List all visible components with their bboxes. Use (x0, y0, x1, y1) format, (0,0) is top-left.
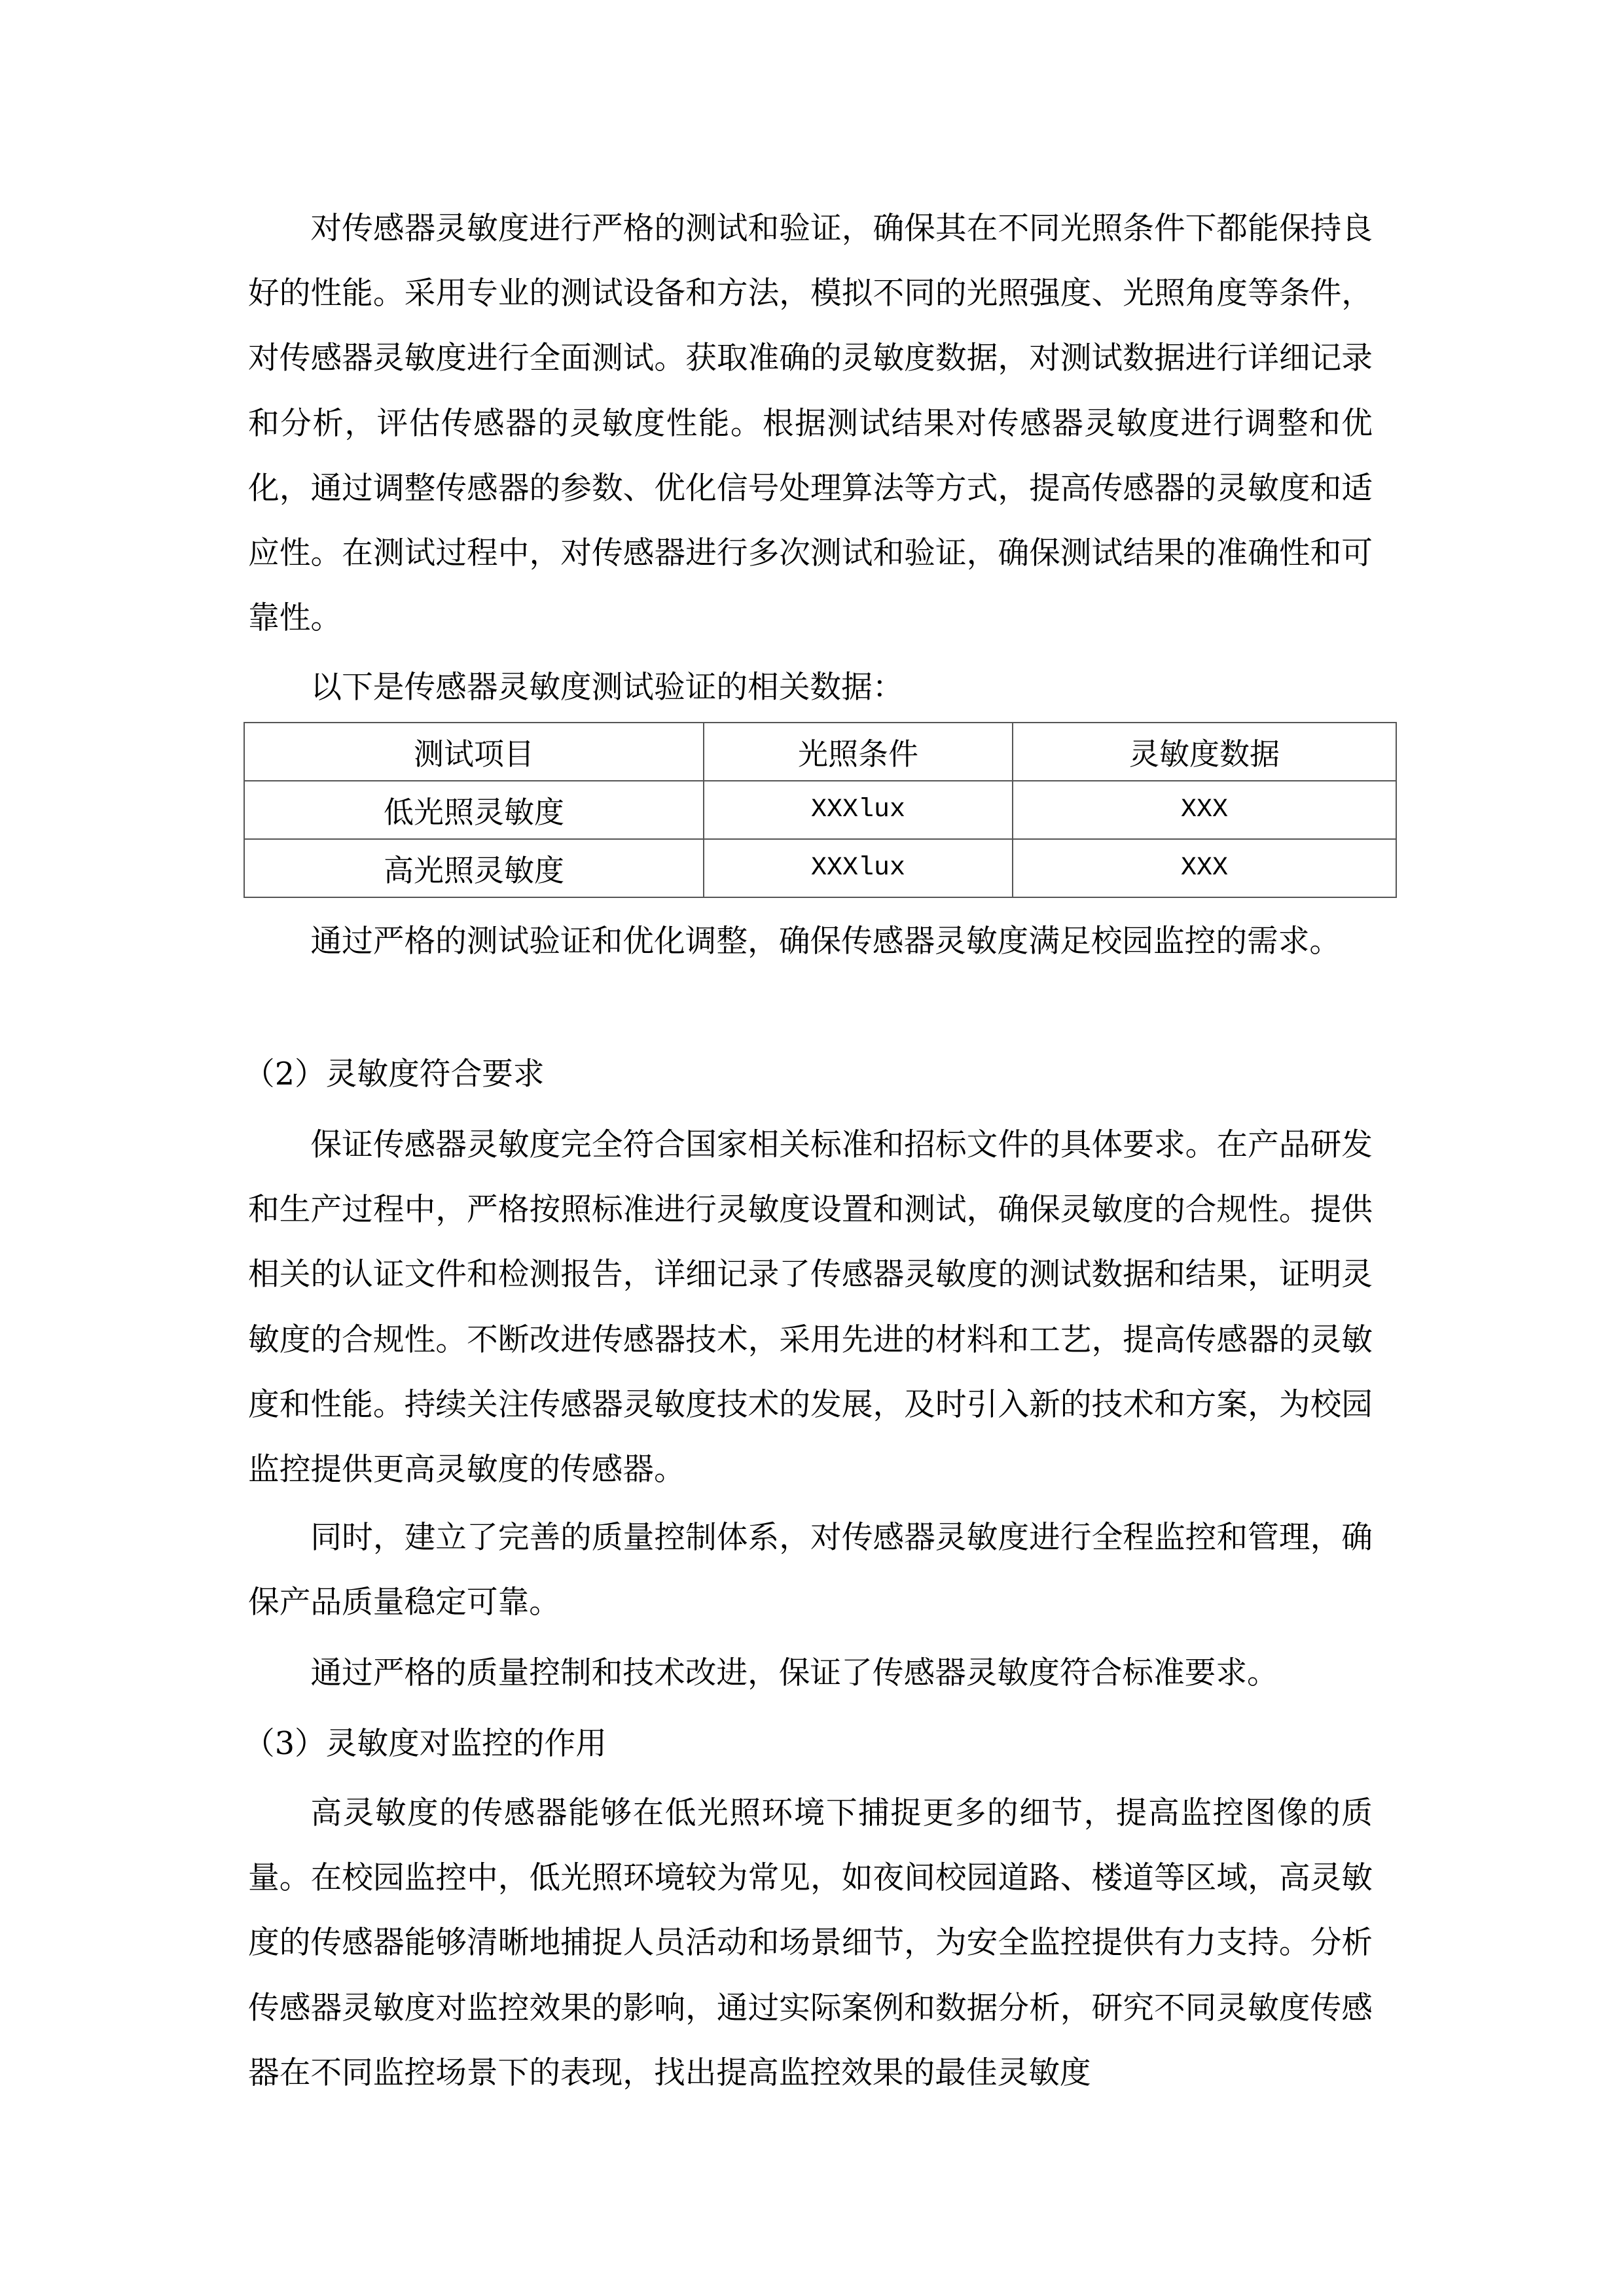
table-row (244, 839, 1396, 897)
table-cell: XXX (1013, 839, 1396, 897)
header-cell: 测试项目 (244, 723, 704, 781)
table-header-row (244, 723, 1396, 781)
paragraph-compliance: 保证传感器灵敏度完全符合国家相关标准和招标文件的具体要求。在产品研发和生产过程中，严格按照标准进行灵敏度设置和测试，确保灵敏度的合规性。提供相关的认证文件和检测报告，详细记录了传感器灵敏度的测试数据和结果，证明灵敏度的合规性。不断改进传感器技术，采用先进的材料和工艺，提高传感器的灵敏度和性能。持续关注传感器灵敏度技术的发展，及时引入新的技术和方案，为校园监控提供更高灵敏度的传感器。 (248, 1127, 1373, 1488)
paragraph-standard: 通过严格的质量控制和技术改进，保证了传感器灵敏度符合标准要求。 (310, 1655, 1278, 1691)
table-cell: XXXlux (704, 781, 1013, 839)
table-cell: 高光照灵敏度 (244, 839, 704, 897)
sensitivity-test-table (244, 722, 1397, 898)
paragraph-quality-control: 同时，建立了完善的质量控制体系，对传感器灵敏度进行全程监控和管理，确保产品质量稳定可靠。 (248, 1520, 1373, 1621)
section-heading-2: （2）灵敏度符合要求 (244, 1056, 545, 1092)
paragraph-sensor-testing: 对传感器灵敏度进行严格的测试和验证，确保其在不同光照条件下都能保持良好的性能。采用专业的测试设备和方法，模拟不同的光照强度、光照角度等条件，对传感器灵敏度进行全面测试。获取准确的灵敏度数据，对测试数据进行详细记录和分析，评估传感器的灵敏度性能。根据测试结果对传感器灵敏度进行调整和优化，通过调整传感器的参数、优化信号处理算法等方式，提高传感器的灵敏度和适应性。在测试过程中，对传感器进行多次测试和验证，确保测试结果的准确性和可靠性。 (248, 211, 1373, 637)
table-intro: 以下是传感器灵敏度测试验证的相关数据： (310, 670, 904, 706)
paragraph-optimization: 通过严格的测试验证和优化调整，确保传感器灵敏度满足校园监控的需求。 (310, 924, 1341, 960)
table-cell: 低光照灵敏度 (244, 781, 704, 839)
paragraph-monitoring-effect: 高灵敏度的传感器能够在低光照环境下捕捉更多的细节，提高监控图像的质量。在校园监控中，低光照环境较为常见，如夜间校园道路、楼道等区域，高灵敏度的传感器能够清晰地捕捉人员活动和场景细节，为安全监控提供有力支持。分析传感器灵敏度对监控效果的影响，通过实际案例和数据分析，研究不同灵敏度传感器在不同监控场景下的表现，找出提高监控效果的最佳灵敏度 (248, 1795, 1373, 2091)
section-heading-3: （3）灵敏度对监控的作用 (244, 1726, 607, 1762)
header-cell: 灵敏度数据 (1013, 723, 1396, 781)
table-cell: XXXlux (704, 839, 1013, 897)
header-cell: 光照条件 (704, 723, 1013, 781)
table-row (244, 781, 1396, 839)
table-cell: XXX (1013, 781, 1396, 839)
